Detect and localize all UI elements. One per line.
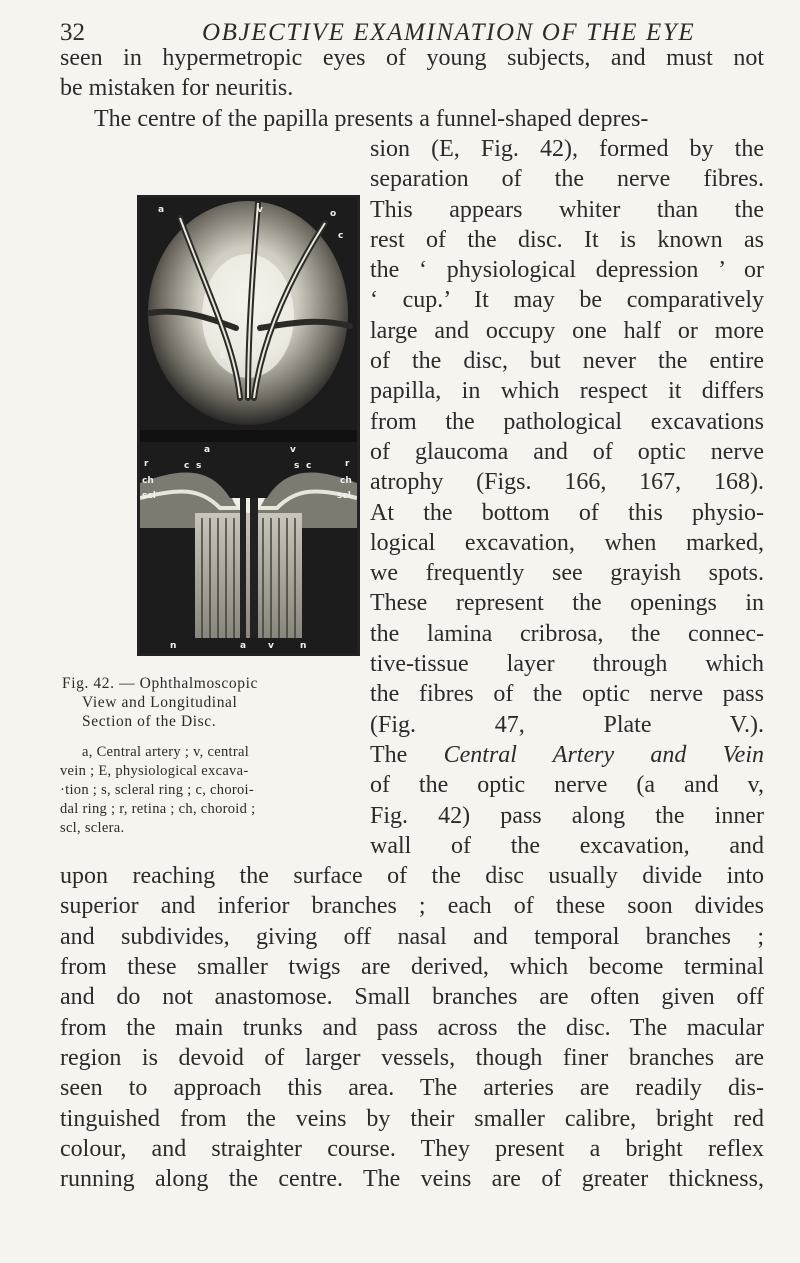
label-a-top: a — [158, 205, 165, 215]
text-line: of the optic nerve (a and v, — [370, 772, 764, 799]
text-line: tinguished from the veins by their smaller calibre, bright red — [60, 1105, 764, 1132]
text-line: seen to approach this area. The arteries are readily dis- — [60, 1075, 764, 1102]
text-line: logical excavation, when marked, — [370, 529, 764, 556]
label-n-right: n — [300, 641, 307, 651]
text-line: of glaucoma and of optic nerve — [370, 438, 764, 465]
label-c-right: c — [306, 461, 312, 471]
label-r-right: r — [345, 459, 350, 469]
label-a-bottom: a — [240, 641, 247, 651]
text-line: This appears whiter than the — [370, 196, 764, 223]
text-line: upon reaching the surface of the disc usually divide into — [60, 863, 764, 890]
optic-nerve-section — [195, 513, 302, 638]
text-line: papilla, in which respect it differs — [370, 378, 764, 405]
text-line: These represent the openings in — [370, 590, 764, 617]
text-line: from the main trunks and pass across the disc. The macular — [60, 1014, 764, 1041]
text-line: ‘ cup.’ It may be comparatively — [370, 287, 764, 314]
label-ch-right: ch — [340, 476, 352, 486]
caption-title-line-3: Section of the Disc. — [82, 713, 217, 730]
label-r-left: r — [144, 459, 149, 469]
caption-body-line-5: scl, sclera. — [60, 820, 125, 836]
label-e: E — [220, 351, 227, 361]
text-line: of the disc, but never the entire — [370, 348, 764, 374]
page-number: 32 — [60, 19, 85, 46]
text-line: the lamina cribrosa, the connec- — [370, 620, 764, 647]
central-vein-section — [250, 498, 258, 638]
figure-42-illustration — [137, 195, 360, 656]
label-c-top: c — [338, 231, 344, 241]
caption-title-line-1: Fig. 42. — Ophthalmoscopic — [62, 675, 258, 692]
label-v-top: v — [257, 205, 263, 215]
text-line: At the bottom of this physio- — [370, 499, 764, 526]
label-ch-left: ch — [142, 476, 154, 486]
text-line: superior and inferior branches ; each of these soon divides — [60, 893, 764, 920]
label-n-left: n — [170, 641, 177, 651]
text-line: seen in hypermetropic eyes of young subjects, and must not — [60, 45, 764, 71]
text-line: from the pathological excavations — [370, 408, 764, 435]
text-line: tive-tissue layer through which — [370, 651, 764, 677]
text-line: atrophy (Figs. 166, 167, 168). — [370, 469, 764, 496]
label-s-right: s — [294, 461, 300, 471]
caption-body-line-3: ·tion ; s, scleral ring ; c, choroi- — [60, 782, 255, 798]
text-line: The centre of the papilla presents a funnel-shaped depres- — [94, 105, 649, 132]
caption-body-line-4: dal ring ; r, retina ; ch, choroid ; — [60, 801, 256, 817]
text-line: (Fig. 47, Plate V.). — [370, 711, 764, 738]
label-v-bottom: v — [268, 641, 274, 651]
caption-body-line-1: a, Central artery ; v, central — [82, 744, 250, 760]
caption-body-line-2: vein ; E, physiological excava- — [60, 763, 249, 779]
running-title: OBJECTIVE EXAMINATION OF THE EYE — [202, 19, 696, 46]
figure-42-drawing — [140, 198, 357, 653]
text-line: sion (E, Fig. 42), formed by the — [370, 135, 764, 162]
text-line-central-artery — [370, 740, 764, 770]
text-line: wall of the excavation, and — [370, 832, 764, 859]
label-o-top: o — [330, 209, 337, 219]
label-v-mid: v — [290, 445, 296, 455]
text-line: Fig. 42) pass along the inner — [370, 802, 764, 829]
text-line: the fibres of the optic nerve pass — [370, 681, 764, 708]
central-artery-lead: The — [370, 741, 444, 768]
central-artery-italic: Central Artery and Vein — [443, 741, 764, 768]
text-line: separation of the nerve fibres. — [370, 166, 764, 193]
label-scl-left: scl — [142, 491, 156, 501]
text-line: be mistaken for neuritis. — [60, 75, 294, 102]
text-line: the ‘ physiological depression ’ or — [370, 257, 764, 284]
central-artery-section — [240, 498, 246, 638]
label-scl-right: scl — [337, 491, 351, 501]
label-a-mid: a — [204, 445, 211, 455]
caption-title-line-2: View and Longitudinal — [82, 694, 238, 711]
text-line: and do not anastomose. Small branches are often given off — [60, 984, 764, 1011]
text-line: large and occupy one half or more — [370, 317, 764, 344]
text-line: region is devoid of larger vessels, though finer branches are — [60, 1044, 764, 1071]
text-line: colour, and straighter course. They present a bright reflex — [60, 1135, 764, 1162]
label-c-left: c — [184, 461, 190, 471]
text-line: rest of the disc. It is known as — [370, 226, 764, 253]
text-line: and subdivides, giving off nasal and temporal branches ; — [60, 923, 764, 950]
section-divider — [140, 430, 357, 442]
text-line: running along the centre. The veins are of greater thickness, — [60, 1166, 764, 1193]
text-line: we frequently see grayish spots. — [370, 560, 764, 587]
text-line: from these smaller twigs are derived, which become terminal — [60, 954, 764, 980]
label-s-left: s — [196, 461, 202, 471]
